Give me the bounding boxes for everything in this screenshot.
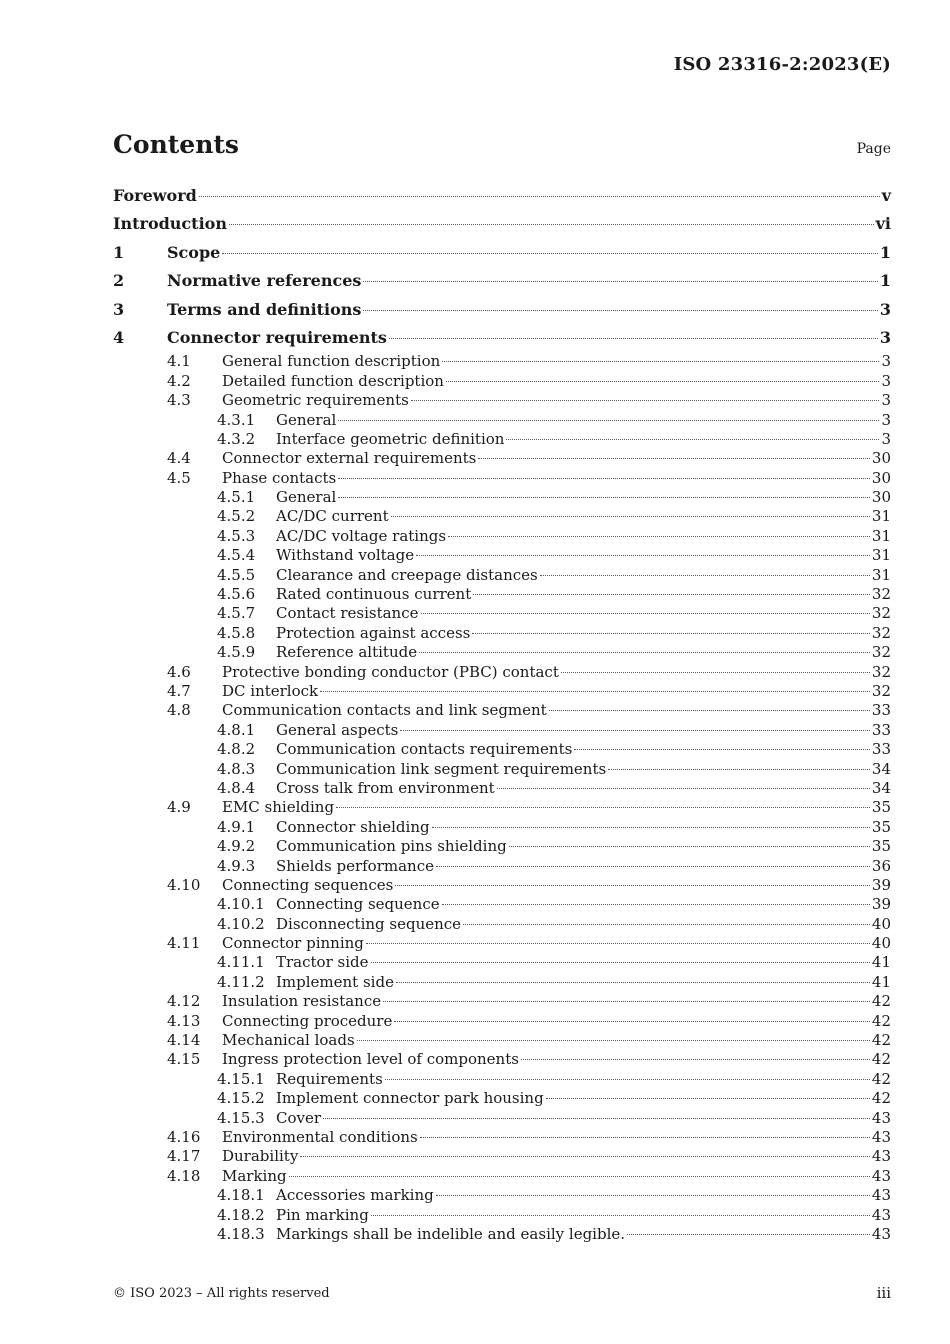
toc-entry-page: 42 [871,1089,891,1108]
toc-entry[interactable] [113,210,891,238]
toc-entry-title: Connector requirements [167,327,387,347]
toc-entry-number: 4.15.2 [217,1089,265,1108]
toc-entry-page: 40 [871,934,891,953]
toc-entry-page: 33 [871,740,891,759]
toc-entry-title: Communication pins shielding [276,837,507,856]
toc-entry-page: 39 [871,895,891,914]
toc-entry-number: 4.7 [167,681,191,700]
toc-entry-page: 3 [881,371,891,390]
dot-leader [608,769,870,770]
toc-entry[interactable] [113,1147,891,1166]
page-column-label: Page [856,141,891,157]
toc-entry-page: 3 [881,352,891,371]
toc-entry-title: Marking [222,1166,287,1185]
toc-entry-page: 1 [879,242,891,262]
toc-entry-page: 32 [871,681,891,700]
toc-entry-number: 4.11 [167,934,201,953]
toc-entry-title: AC/DC voltage ratings [276,526,447,545]
toc-entry-page: 43 [871,1127,891,1146]
toc-entry-title: Detailed function description [222,371,444,390]
dot-leader [389,338,878,339]
toc-entry-page: 3 [879,299,891,319]
toc-entry-page: 42 [871,1050,891,1069]
dot-leader [472,633,870,634]
toc-entry-number: 4.5.7 [217,604,256,623]
toc-entry-page: 31 [871,546,891,565]
toc-entry-page: 42 [871,1011,891,1030]
toc-entry[interactable] [113,585,891,604]
toc-entry-number: 4.5.5 [217,565,256,584]
toc-entry-page: 32 [871,604,891,623]
toc-entry-number: 4.15 [167,1050,201,1069]
dot-leader [521,1059,870,1060]
toc-entry-page: 42 [871,1031,891,1050]
toc-entry[interactable] [113,682,891,701]
toc-entry-title: EMC shielding [222,798,335,817]
toc-entry[interactable] [113,182,891,210]
toc-entry-title: Contact resistance [276,604,419,623]
toc-entry-title: Cross talk from environment [276,778,495,797]
dot-leader [385,1079,870,1080]
toc-entry-page: 35 [871,798,891,817]
toc-entry-number: 4.13 [167,1011,201,1030]
toc-entry-number: 4.5.2 [217,507,256,526]
toc-entry-page: 1 [879,271,891,291]
toc-entry-title: Connector external requirements [222,449,477,468]
toc-entry-page: 30 [871,488,891,507]
dot-leader [338,497,870,498]
dot-leader [549,710,870,711]
dot-leader [446,381,880,382]
toc-entry[interactable] [113,934,891,953]
toc-entry[interactable] [113,1128,891,1147]
dot-leader [463,924,870,925]
toc-entry-number: 4.18.2 [217,1205,265,1224]
dot-leader [442,361,879,362]
toc-entry-page: 34 [871,778,891,797]
toc-entry-page: 43 [871,1108,891,1127]
toc-entry-number: 4.5.1 [217,488,256,507]
dot-leader [357,1040,870,1041]
toc-entry-page: 30 [871,468,891,487]
toc-entry-number: 4.3.2 [217,429,256,448]
toc-entry[interactable] [113,391,891,410]
toc-entry-page: 3 [881,429,891,448]
toc-entry-title: Introduction [113,214,227,234]
toc-entry-title: Shields performance [276,856,434,875]
toc-entry[interactable] [113,488,891,507]
toc-entry-number: 4.15.3 [217,1108,265,1127]
toc-entry-number: 4.3 [167,391,191,410]
toc-entry-title: Scope [167,242,221,262]
toc-entry-number: 4.16 [167,1127,201,1146]
toc-entry-number: 4.9.2 [217,837,256,856]
toc-entry-title: Communication link segment requirements [276,759,607,778]
toc-entry-title: Implement connector park housing [276,1089,544,1108]
toc-entry[interactable] [113,798,891,817]
dot-leader [395,885,870,886]
toc-entry-number: 4.8 [167,701,191,720]
toc-entry-title: General aspects [276,720,399,739]
toc-entry-number: 4.10 [167,875,201,894]
toc-entry[interactable] [113,1225,891,1244]
toc-entry[interactable] [113,604,891,623]
toc-entry-number: 4.11.1 [217,953,265,972]
toc-entry-page: 31 [871,526,891,545]
toc-entry-number: 4.5.9 [217,643,256,662]
toc-entry-number: 4.5 [167,468,191,487]
toc-entry[interactable] [113,1206,891,1225]
toc-entry[interactable] [113,469,891,488]
toc-entry[interactable] [113,352,891,371]
dot-leader [338,420,879,421]
toc-entry-page: 36 [871,856,891,875]
toc-entry-number: 4.8.2 [217,740,256,759]
toc-entry[interactable] [113,430,891,449]
toc-entry[interactable] [113,1089,891,1108]
dot-leader [323,1118,870,1119]
toc-entry[interactable] [113,411,891,430]
toc-entry-number: 4.6 [167,662,191,681]
toc-entry-title: Geometric requirements [222,391,409,410]
toc-entry[interactable] [113,915,891,934]
toc-entry[interactable] [113,701,891,720]
toc-entry-page: 31 [871,507,891,526]
toc-entry[interactable] [113,267,891,295]
toc-entry-number: 4.5.3 [217,526,256,545]
toc-entry-title: Rated continuous current [276,585,472,604]
toc-entry-page: 42 [871,1069,891,1088]
dot-leader [546,1098,870,1099]
toc-entry-title: Markings shall be indelible and easily legible. [276,1224,626,1243]
toc-entry[interactable] [113,1031,891,1050]
toc-entry-page: 3 [881,410,891,429]
toc-entry-number: 4.18.1 [217,1186,265,1205]
toc-entry-title: Connector shielding [276,817,430,836]
toc-entry-page: 31 [871,565,891,584]
dot-leader [363,310,877,311]
toc-entry-number: 4.5.6 [217,585,256,604]
toc-entry[interactable] [113,973,891,992]
toc-entry-title: Connecting procedure [222,1011,393,1030]
toc-entry-page: 43 [871,1147,891,1166]
dot-leader [448,536,870,537]
toc-entry[interactable] [113,837,891,856]
toc-entry-number: 4.8.1 [217,720,256,739]
toc-entry-title: Insulation resistance [222,992,382,1011]
toc-entry-title: Ingress protection level of components [222,1050,519,1069]
dot-leader [363,281,877,282]
dot-leader [411,400,880,401]
dot-leader [396,982,870,983]
toc-entry-number: 4.18.3 [217,1224,265,1243]
toc-entry-page: 33 [871,701,891,720]
dot-leader [199,196,880,197]
toc-entry-title: Communication contacts requirements [276,740,573,759]
dot-leader [320,691,870,692]
toc-entry-number: 4.8.3 [217,759,256,778]
toc-entry-number: 4.5.8 [217,623,256,642]
toc-entry-page: vi [875,214,891,234]
toc-entry-number: 4.10.2 [217,914,265,933]
dot-leader [336,807,870,808]
toc-entry[interactable] [113,527,891,546]
toc-entry-title: DC interlock [222,681,319,700]
dot-leader [383,1001,870,1002]
dot-leader [366,943,870,944]
dot-leader [371,962,870,963]
toc-entry-title: AC/DC current [276,507,389,526]
toc-entry-title: Implement side [276,972,394,991]
toc-entry-title: Accessories marking [276,1186,434,1205]
toc-entry-number: 4.8.4 [217,778,256,797]
toc-entry-title: Environmental conditions [222,1127,418,1146]
toc-entry[interactable] [113,1109,891,1128]
toc-entry-page: v [881,186,891,205]
dot-leader [436,1195,870,1196]
dot-leader [419,652,870,653]
dot-leader [300,1156,870,1157]
toc-entry-page: 33 [871,720,891,739]
toc-entry[interactable] [113,953,891,972]
toc-entry-title: Requirements [276,1069,383,1088]
toc-entry-title: Pin marking [276,1205,369,1224]
toc-entry[interactable] [113,895,891,914]
toc-entry-page: 35 [871,837,891,856]
toc-entry[interactable] [113,566,891,585]
dot-leader [289,1176,870,1177]
toc-entry-title: Connecting sequences [222,875,394,894]
toc-entry[interactable] [113,546,891,565]
toc-entry-number: 4.9.3 [217,856,256,875]
toc-entry-number: 1 [113,242,125,262]
toc-entry-page: 43 [871,1166,891,1185]
toc-entry-title: Interface geometric definition [276,429,505,448]
toc-entry-title: General [276,488,337,507]
dot-leader [473,594,870,595]
dot-leader [627,1234,870,1235]
dot-leader [509,846,870,847]
toc-entry[interactable] [113,372,891,391]
toc-entry-page: 39 [871,875,891,894]
toc-entry-title: Cover [276,1108,322,1127]
toc-entry-page: 30 [871,449,891,468]
toc-entry-page: 3 [879,327,891,347]
dot-leader [420,1137,870,1138]
toc-entry[interactable] [113,779,891,798]
dot-leader [391,516,870,517]
dot-leader [561,672,870,673]
dot-leader [442,904,870,905]
toc-entry-title: Connector pinning [222,934,364,953]
toc-entry[interactable] [113,1186,891,1205]
toc-entry-title: Connecting sequence [276,895,440,914]
toc-entry-number: 4.12 [167,992,201,1011]
toc-entry-page: 40 [871,914,891,933]
copyright-notice: © ISO 2023 – All rights reserved [113,1286,330,1301]
toc-entry-title: Disconnecting sequence [276,914,462,933]
toc-entry[interactable] [113,721,891,740]
toc-entry[interactable] [113,663,891,682]
toc-entry-page: 43 [871,1205,891,1224]
toc-entry-number: 3 [113,299,125,319]
toc-entry[interactable] [113,740,891,759]
toc-entry-title: Normative references [167,271,362,291]
toc-entry[interactable] [113,1070,891,1089]
toc-entry-title: Clearance and creepage distances [276,565,538,584]
toc-entry-title: Phase contacts [222,468,337,487]
toc-entry[interactable] [113,857,891,876]
toc-entry-number: 2 [113,271,125,291]
toc-entry-title: Durability [222,1147,299,1166]
toc-entry-page: 41 [871,953,891,972]
dot-leader [497,788,870,789]
toc-entry[interactable] [113,324,891,352]
toc-entry-page: 41 [871,972,891,991]
toc-entry-number: 4.9.1 [217,817,256,836]
dot-leader [222,253,878,254]
dot-leader [421,613,870,614]
toc-entry[interactable] [113,876,891,895]
toc-entry-number: 4.15.1 [217,1069,265,1088]
toc-entry-title: General function description [222,352,441,371]
toc-entry-page: 43 [871,1224,891,1243]
toc-entry-number: 4.9 [167,798,191,817]
toc-entry[interactable] [113,760,891,779]
toc-entry-page: 32 [871,662,891,681]
toc-entry-page: 3 [881,391,891,410]
dot-leader [540,575,870,576]
toc-entry-page: 32 [871,643,891,662]
toc-entry[interactable] [113,1050,891,1069]
toc-entry-page: 32 [871,623,891,642]
dot-leader [371,1215,870,1216]
toc-entry-number: 4.17 [167,1147,201,1166]
toc-entry-title: Tractor side [276,953,369,972]
dot-leader [394,1021,870,1022]
toc-entry-number: 4.14 [167,1031,201,1050]
dot-leader [432,827,870,828]
toc-entry-number: 4.11.2 [217,972,265,991]
dot-leader [416,555,870,556]
page-number: iii [876,1284,891,1302]
toc-entry-number: 4 [113,327,125,347]
toc-entry-title: Terms and definitions [167,299,362,319]
page-title: Contents [113,130,240,159]
dot-leader [400,730,870,731]
dot-leader [436,866,870,867]
toc-entry[interactable] [113,643,891,662]
toc-entry[interactable] [113,624,891,643]
toc-entry-number: 4.3.1 [217,410,256,429]
toc-entry[interactable] [113,1012,891,1031]
toc-entry-title: General [276,410,337,429]
toc-entry-title: Communication contacts and link segment [222,701,547,720]
toc-entry-title: Foreword [113,186,197,205]
toc-entry-title: Protective bonding conductor (PBC) contact [222,662,559,681]
toc-entry-number: 4.1 [167,352,191,371]
toc-entry-page: 32 [871,585,891,604]
toc-entry-number: 4.4 [167,449,191,468]
toc-entry[interactable] [113,992,891,1011]
toc-entry-number: 4.18 [167,1166,201,1185]
toc-entry-page: 34 [871,759,891,778]
toc-entry-number: 4.2 [167,371,191,390]
toc-entry-page: 35 [871,817,891,836]
toc-entry-number: 4.10.1 [217,895,265,914]
dot-leader [574,749,870,750]
toc-entry[interactable] [113,507,891,526]
dot-leader [229,224,874,225]
document-id: ISO 23316-2:2023(E) [673,54,891,75]
toc-entry-title: Withstand voltage [276,546,415,565]
toc-entry[interactable] [113,818,891,837]
toc-entry-number: 4.5.4 [217,546,256,565]
toc-entry[interactable] [113,296,891,324]
dot-leader [506,439,879,440]
toc-entry-title: Protection against access [276,623,471,642]
table-of-contents [113,182,891,1244]
dot-leader [478,458,870,459]
toc-entry[interactable] [113,1167,891,1186]
dot-leader [338,478,870,479]
toc-entry-title: Reference altitude [276,643,418,662]
toc-entry-title: Mechanical loads [222,1031,355,1050]
toc-entry[interactable] [113,449,891,468]
toc-entry-page: 42 [871,992,891,1011]
toc-entry-page: 43 [871,1186,891,1205]
toc-entry[interactable] [113,239,891,267]
